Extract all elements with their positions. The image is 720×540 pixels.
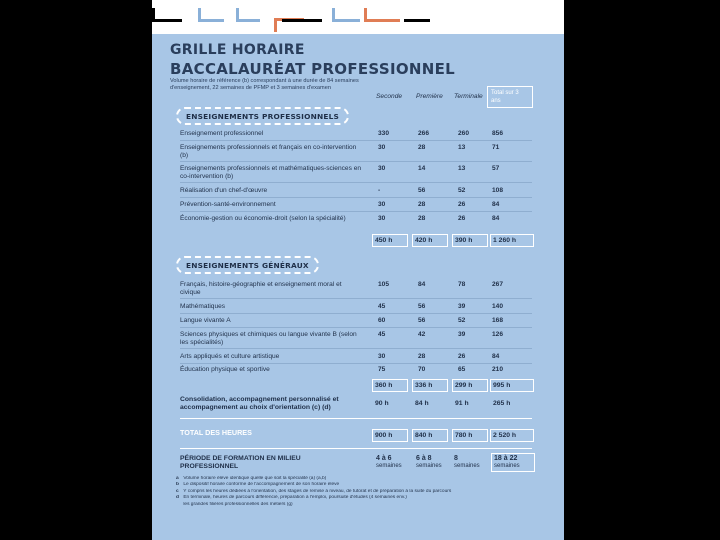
subtotal-row-generaux <box>372 379 534 392</box>
cell-premiere: 28 <box>418 201 426 208</box>
row-divider <box>180 140 532 141</box>
cell-seconde: 30 <box>378 215 386 222</box>
cell-premiere: 28 <box>418 215 426 222</box>
pfmp-terminale <box>454 455 480 470</box>
pfmp-seconde-unit: semaines <box>376 463 402 469</box>
consolidation-premiere: 84 h <box>415 400 429 407</box>
consolidation-total: 265 h <box>493 400 511 407</box>
cell-seconde: 60 <box>378 317 386 324</box>
footnote-key: c <box>176 488 179 494</box>
row-label: Arts appliqués et culture artistique <box>180 353 280 360</box>
pfmp-seconde-value: 4 à 6 <box>376 455 392 462</box>
consolidation-terminale: 91 h <box>455 400 469 407</box>
row-divider <box>180 161 532 162</box>
pfmp-premiere-value: 6 à 8 <box>416 455 432 462</box>
cell-premiere: 70 <box>418 366 426 373</box>
pfmp-seconde <box>376 455 402 470</box>
subtotal-premiere: 420 h <box>412 234 448 247</box>
pfmp-premiere-unit: semaines <box>416 463 442 469</box>
section-title-professionnels: ENSEIGNEMENTS PROFESSIONNELS <box>176 107 349 125</box>
row-label: Enseignement professionnel <box>180 130 264 137</box>
cell-seconde: 30 <box>378 165 386 172</box>
consolidation-seconde: 90 h <box>375 400 389 407</box>
column-header-premiere: Première <box>416 93 443 100</box>
cell-premiere: 56 <box>418 317 426 324</box>
cell-premiere: 28 <box>418 144 426 151</box>
decorative-line <box>152 8 182 22</box>
cell-premiere: 56 <box>418 187 426 194</box>
subtotal-seconde: 360 h <box>372 379 408 392</box>
cell-terminale: 26 <box>458 353 466 360</box>
row-label: Français, histoire-géographie et enseignement moral et civique <box>180 281 342 296</box>
subtotal-total: 995 h <box>490 379 534 392</box>
cell-total: 71 <box>492 144 500 151</box>
subtotal-terminale: 390 h <box>452 234 488 247</box>
cell-total: 210 <box>492 366 504 373</box>
footnote-text: les grandes filières professionnelles des métiers (g) <box>183 501 293 507</box>
footnote-key: d <box>176 495 179 501</box>
pfmp-total <box>491 453 535 472</box>
cell-seconde: 45 <box>378 303 386 310</box>
section-divider <box>180 448 532 449</box>
column-header-seconde: Seconde <box>376 93 403 100</box>
decorative-line <box>404 8 430 22</box>
cell-seconde: 330 <box>378 130 390 137</box>
row-label: Réalisation d'un chef-d'œuvre <box>180 187 268 194</box>
cell-premiere: 42 <box>418 331 426 338</box>
cell-terminale: 39 <box>458 303 466 310</box>
section-title-generaux: ENSEIGNEMENTS GÉNÉRAUX <box>176 256 319 274</box>
cell-seconde: 75 <box>378 366 386 373</box>
cell-total: 168 <box>492 317 504 324</box>
footnotes <box>176 476 536 508</box>
row-label: Économie-gestion ou économie-droit (selon la spécialité) <box>180 215 346 222</box>
footnote-text: Y compris les heures dédiées à l'orientation, des stages de remise à niveau, de tutorat et de préparation à la suite du parcours <box>183 488 452 494</box>
row-label: Langue vivante A <box>180 317 231 324</box>
row-label: Enseignements professionnels et français en co-intervention (b) <box>180 144 357 159</box>
cell-terminale: 13 <box>458 144 466 151</box>
row-divider <box>180 182 532 183</box>
total-premiere: 840 h <box>412 429 448 442</box>
cell-seconde: 30 <box>378 144 386 151</box>
cell-terminale: 260 <box>458 130 470 137</box>
decorative-line <box>236 8 260 22</box>
footnote-text: Le dispositif horaire conforme de l'accompagnement de son horaire élève <box>183 482 340 488</box>
footnote-key: a <box>176 476 179 481</box>
document-page <box>152 0 564 540</box>
total-terminale: 780 h <box>452 429 488 442</box>
cell-total: 84 <box>492 353 500 360</box>
row-label: Enseignements professionnels et mathématiques-sciences en co-intervention (b) <box>180 165 362 180</box>
consolidation-row <box>372 397 534 410</box>
cell-premiere: 56 <box>418 303 426 310</box>
total-heures-label: TOTAL DES HEURES <box>180 428 252 437</box>
cell-terminale: 65 <box>458 366 466 373</box>
subtotal-total: 1 260 h <box>490 234 534 247</box>
cell-seconde: 30 <box>378 353 386 360</box>
page-title: GRILLE HORAIRE <box>170 42 305 58</box>
cell-premiere: 14 <box>418 165 426 172</box>
row-divider <box>180 327 532 328</box>
pfmp-premiere <box>416 455 442 470</box>
row-divider <box>180 197 532 198</box>
pfmp-terminale-value: 8 <box>454 455 458 462</box>
cell-seconde: - <box>378 187 381 194</box>
total-seconde: 900 h <box>372 429 408 442</box>
section-divider <box>180 418 532 419</box>
column-header-terminale: Terminale <box>454 93 483 100</box>
subtotal-premiere: 336 h <box>412 379 448 392</box>
cell-seconde: 45 <box>378 331 386 338</box>
row-divider <box>180 348 532 349</box>
cell-total: 140 <box>492 303 504 310</box>
cell-premiere: 84 <box>418 281 426 288</box>
pfmp-total-unit: semaines <box>494 463 520 469</box>
subtotal-seconde: 450 h <box>372 234 408 247</box>
pfmp-total-value: 18 à 22 <box>494 455 518 462</box>
footnote-text: En terminale, heures de parcours différencié, préparation à l'emploi, poursuite d'études (4 semaines env.) <box>183 495 407 501</box>
footnote-key: b <box>176 482 179 488</box>
cell-total: 126 <box>492 331 504 338</box>
row-divider <box>180 298 532 299</box>
cell-terminale: 26 <box>458 215 466 222</box>
cell-premiere: 266 <box>418 130 430 137</box>
cell-seconde: 30 <box>378 201 386 208</box>
row-label: Sciences physiques et chimiques ou langue vivante B (selon les spécialités) <box>180 331 357 346</box>
subtotal-terminale: 299 h <box>452 379 488 392</box>
decorative-line <box>364 8 400 22</box>
cell-total: 84 <box>492 215 500 222</box>
cell-total: 267 <box>492 281 504 288</box>
row-divider <box>180 313 532 314</box>
row-label: Prévention-santé-environnement <box>180 201 276 208</box>
cell-total: 57 <box>492 165 500 172</box>
row-divider <box>180 363 532 364</box>
page-subtitle-title: BACCALAURÉAT PROFESSIONNEL <box>170 60 456 78</box>
decorative-line <box>282 8 322 22</box>
cell-seconde: 105 <box>378 281 390 288</box>
intro-text: Volume horaire de référence (b) correspondant à une durée de 84 semaines d'enseignement, 22 semaines de PFMP et 3 semaines d'examen <box>170 78 359 91</box>
footnote-text: Volume horaire élève identique quelle que soit la spécialité (a) (a,b) <box>183 476 327 481</box>
decorative-line <box>198 8 224 22</box>
footnote <box>176 502 536 508</box>
row-divider <box>180 211 532 212</box>
total-total: 2 520 h <box>490 429 534 442</box>
cell-terminale: 13 <box>458 165 466 172</box>
consolidation-label: Consolidation, accompagnement personnalisé et accompagnement au choix d'orientation (c) (d) <box>180 396 339 411</box>
cell-terminale: 39 <box>458 331 466 338</box>
total-heures-row <box>372 429 534 442</box>
cell-premiere: 28 <box>418 353 426 360</box>
decorative-line <box>332 8 360 22</box>
pfmp-label: PÉRIODE DE FORMATION EN MILIEU PROFESSIONNEL <box>180 455 301 470</box>
cell-terminale: 52 <box>458 187 466 194</box>
cell-total: 856 <box>492 130 504 137</box>
column-header-total: Total sur 3 ans <box>487 86 533 108</box>
row-label: Mathématiques <box>180 303 226 310</box>
cell-terminale: 26 <box>458 201 466 208</box>
subtotal-row-professionnels <box>372 234 534 247</box>
cell-terminale: 52 <box>458 317 466 324</box>
cell-total: 84 <box>492 201 500 208</box>
cell-terminale: 78 <box>458 281 466 288</box>
cell-total: 108 <box>492 187 504 194</box>
pfmp-terminale-unit: semaines <box>454 463 480 469</box>
row-label: Éducation physique et sportive <box>180 366 270 373</box>
